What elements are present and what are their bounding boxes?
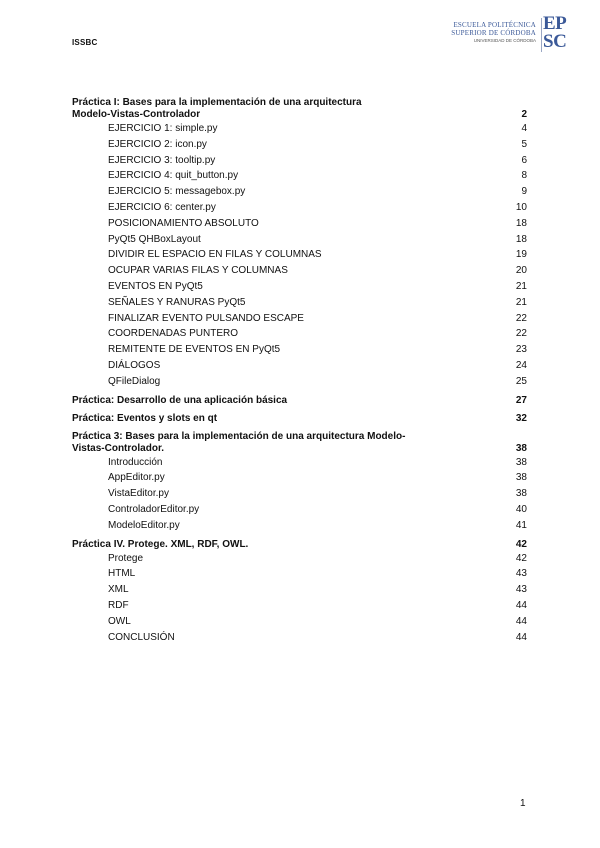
- toc-entry-label: EJERCICIO 5: messagebox.py: [108, 186, 246, 198]
- toc-chapter-row[interactable]: [72, 395, 527, 407]
- toc-entry-page: 10: [515, 201, 527, 213]
- toc-chapter: [72, 413, 527, 425]
- toc-entry[interactable]: [72, 614, 527, 630]
- header-course-code: ISSBC: [72, 38, 98, 47]
- toc-entry-label: COORDENADAS PUNTERO: [108, 328, 239, 340]
- toc-chapter-page: 2: [521, 109, 527, 120]
- toc-entry[interactable]: [72, 232, 527, 248]
- toc-entry[interactable]: [72, 551, 527, 567]
- logo-mark-bottom: SC: [543, 31, 567, 52]
- toc-entry-label: OCUPAR VARIAS FILAS Y COLUMNAS: [108, 265, 288, 277]
- toc-chapter-row[interactable]: [72, 539, 527, 551]
- toc-entry-label: ControladorEditor.py: [108, 503, 200, 515]
- toc-entry-page: 43: [515, 584, 527, 596]
- toc-chapter-title: Práctica: Desarrollo de una aplicación básica: [72, 394, 288, 406]
- toc-entry[interactable]: [72, 342, 527, 358]
- toc-entry-page: 9: [521, 186, 527, 198]
- school-logo: [446, 14, 576, 56]
- toc-entry-page: 24: [515, 359, 527, 371]
- toc-entry-label: EJERCICIO 2: icon.py: [108, 138, 207, 150]
- toc-entry-label: ModeloEditor.py: [108, 519, 180, 531]
- toc-entry-page: 18: [515, 233, 527, 245]
- toc-entry-label: Introducción: [108, 456, 163, 468]
- toc-entry[interactable]: [72, 121, 527, 137]
- toc-entry-label: FINALIZAR EVENTO PULSANDO ESCAPE: [108, 312, 304, 324]
- toc-entry-page: 8: [521, 170, 527, 182]
- toc-entry[interactable]: [72, 279, 527, 295]
- toc-entry[interactable]: [72, 200, 527, 216]
- toc-entry[interactable]: [72, 153, 527, 169]
- toc-entry-page: 23: [515, 344, 527, 356]
- toc-entry-page: 42: [515, 552, 527, 564]
- toc-entry[interactable]: [72, 455, 527, 471]
- toc-entry-label: EJERCICIO 4: quit_button.py: [108, 170, 239, 182]
- toc-entry-page: 21: [515, 296, 527, 308]
- toc-chapter: [72, 395, 527, 407]
- toc-entry[interactable]: [72, 470, 527, 486]
- toc-entry[interactable]: [72, 216, 527, 232]
- toc-chapter-page: 42: [515, 538, 527, 550]
- toc-entry-page: 18: [515, 217, 527, 229]
- logo-line-1: ESCUELA POLITÉCNICA: [453, 21, 536, 29]
- toc-entry[interactable]: [72, 582, 527, 598]
- toc-entry-label: HTML: [108, 568, 136, 580]
- logo-separator: [541, 18, 542, 52]
- toc-entry-label: RDF: [108, 599, 129, 611]
- toc-entry-page: 19: [515, 249, 527, 261]
- toc-entry-page: 21: [515, 280, 527, 292]
- toc-entry[interactable]: [72, 518, 527, 534]
- toc-entry-page: 44: [515, 599, 527, 611]
- toc-entry-page: 44: [515, 631, 527, 643]
- toc-entry[interactable]: [72, 326, 527, 342]
- toc-chapter: [72, 431, 527, 534]
- logo-mark-top: EP: [543, 13, 567, 34]
- toc-entry-label: OWL: [108, 615, 131, 627]
- toc-entry-label: VistaEditor.py: [108, 488, 169, 500]
- toc-entry-label: EJERCICIO 3: tooltip.py: [108, 154, 216, 166]
- toc-entry-label: Protege: [108, 552, 144, 564]
- toc-entry-label: PyQt5 QHBoxLayout: [108, 233, 201, 245]
- logo-line-2: SUPERIOR DE CÓRDOBA: [451, 29, 536, 37]
- toc-entry-page: 38: [515, 488, 527, 500]
- toc-entry[interactable]: [72, 566, 527, 582]
- toc-entry-page: 38: [515, 472, 527, 484]
- toc-entry-label: EVENTOS EN PyQt5: [108, 280, 203, 292]
- toc-entry[interactable]: [72, 247, 527, 263]
- toc-entry-label: POSICIONAMIENTO ABSOLUTO: [108, 217, 259, 229]
- logo-text: [451, 21, 536, 44]
- toc-entry-label: SEÑALES Y RANURAS PyQt5: [108, 296, 246, 308]
- toc-entry-page: 6: [521, 154, 527, 166]
- toc-entry-label: XML: [108, 584, 129, 596]
- logo-mark-icon: [543, 15, 573, 51]
- toc-entry[interactable]: [72, 630, 527, 646]
- toc-entry-label: REMITENTE DE EVENTOS EN PyQt5: [108, 344, 281, 356]
- toc-entry-label: CONCLUSIÓN: [108, 631, 175, 643]
- toc-entry-page: 40: [515, 503, 527, 515]
- page-number: 1: [520, 798, 526, 809]
- toc-entry-page: 4: [521, 123, 527, 134]
- toc-chapter-page: 27: [515, 394, 527, 406]
- toc-entry[interactable]: [72, 486, 527, 502]
- toc-entry[interactable]: [72, 137, 527, 153]
- toc-chapter-page: 38: [515, 442, 527, 454]
- toc-entry-page: 22: [515, 328, 527, 340]
- toc-entry-label: QFileDialog: [108, 375, 161, 387]
- toc-entry-label: AppEditor.py: [108, 472, 165, 484]
- toc-entry-page: 38: [515, 456, 527, 468]
- toc-entry-page: 41: [515, 519, 527, 531]
- toc-entry-page: 20: [515, 265, 527, 277]
- toc-entry-page: 25: [515, 375, 527, 387]
- toc-chapter-title: Práctica: Eventos y slots en qt: [72, 412, 218, 424]
- toc-chapter-row[interactable]: [72, 431, 527, 455]
- toc-entry[interactable]: [72, 263, 527, 279]
- toc-chapter-title: Práctica IV. Protege. XML, RDF, OWL.: [72, 538, 249, 550]
- toc-entry-label: EJERCICIO 1: simple.py: [108, 123, 218, 134]
- logo-subtitle: UNIVERSIDAD DE CÓRDOBA: [473, 38, 536, 43]
- toc-entry[interactable]: [72, 358, 527, 374]
- toc-entry[interactable]: [72, 168, 527, 184]
- toc-chapter-row[interactable]: [72, 413, 527, 425]
- toc-chapter-page: 32: [515, 412, 527, 424]
- toc-entry-label: DIÁLOGOS: [108, 359, 161, 371]
- toc-entry[interactable]: [72, 598, 527, 614]
- toc-entry-page: 43: [515, 568, 527, 580]
- toc-entry-label: EJERCICIO 6: center.py: [108, 201, 216, 213]
- toc-entry-label: DIVIDIR EL ESPACIO EN FILAS Y COLUMNAS: [108, 249, 322, 261]
- toc-chapter: [72, 539, 527, 646]
- toc-entry[interactable]: [72, 184, 527, 200]
- toc-chapter: [72, 97, 527, 390]
- toc-entry[interactable]: [72, 311, 527, 327]
- toc-chapter-title: Práctica I: Bases para la implementación de una arquitectura Modelo-Vistas-Controlador: [72, 97, 362, 120]
- toc-entry-page: 5: [521, 138, 527, 150]
- toc-entry[interactable]: [72, 295, 527, 311]
- toc-entry[interactable]: [72, 374, 527, 390]
- toc-chapter-row[interactable]: [72, 97, 527, 121]
- toc-entry[interactable]: [72, 502, 527, 518]
- toc-chapter-title: Práctica 3: Bases para la implementación de una arquitectura Modelo-Vistas-Controlador.: [72, 430, 406, 454]
- toc-entry-page: 44: [515, 615, 527, 627]
- toc-entry-page: 22: [515, 312, 527, 324]
- table-of-contents: [72, 92, 527, 645]
